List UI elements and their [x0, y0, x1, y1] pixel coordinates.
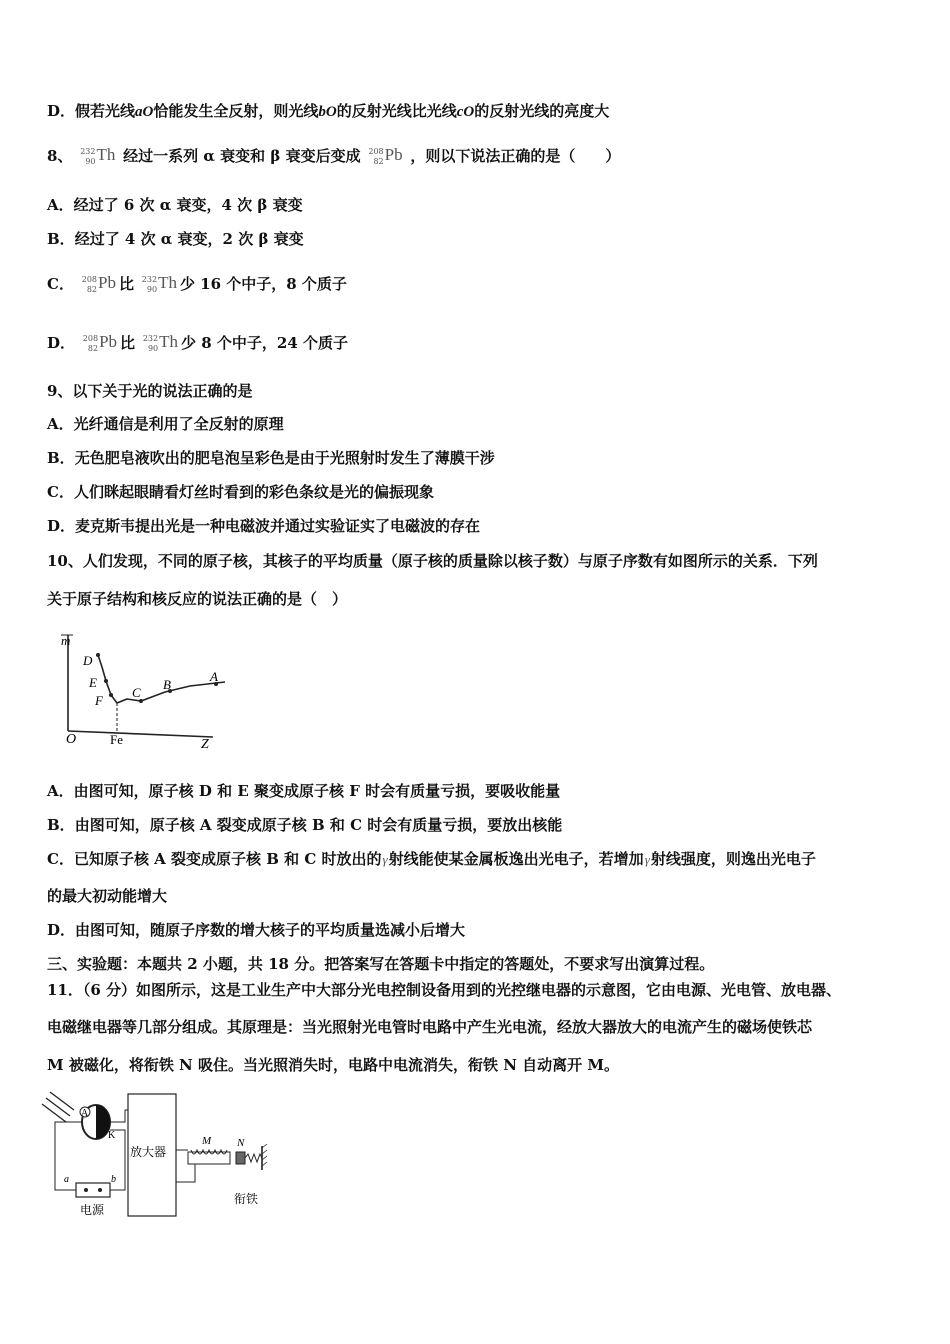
q9-option-c: C．人们眯起眼睛看灯丝时看到的彩色条纹是光的偏振现象 — [47, 483, 434, 501]
q11-line3: M 被磁化，将衔铁 N 吸住。当光照消失时，电路中电流消失，衔铁 N 自动离开 M。 — [47, 1056, 619, 1074]
x-axis — [68, 731, 213, 737]
q11-line2: 电磁继电器等几部分组成。其原理是：当光照射光电管时电路中产生光电流，经放大器放大的电流产生的磁场使铁芯 — [47, 1018, 813, 1036]
point-c-label: C — [132, 685, 141, 700]
q8-option-b: B．经过了 4 次 α 衰变，2 次 β 衰变 — [47, 230, 304, 248]
thorium-nuclide: 232 90 Th — [141, 273, 177, 294]
q10-option-a: A．由图可知，原子核 D 和 E 聚变成原子核 F 时会有质量亏损，要吸收能量 — [47, 782, 561, 800]
lead-nuclide: 208 82 Pb — [81, 273, 116, 294]
terminal-b-label: b — [111, 1174, 116, 1185]
relay-circuit-diagram — [40, 1090, 280, 1220]
q9-option-d: D．麦克斯韦提出光是一种电磁波并通过实验证实了电磁波的存在 — [47, 517, 481, 535]
terminal-a-label: a — [64, 1174, 69, 1185]
amplifier-label: 放大器 — [130, 1145, 167, 1159]
q10-option-b: B．由图可知，原子核 A 裂变成原子核 B 和 C 时会有质量亏损，要放出核能 — [47, 816, 563, 834]
q9-option-b: B．无色肥皂液吹出的肥皂泡呈彩色是由于光照射时发生了薄膜干涉 — [47, 449, 495, 467]
armature — [236, 1152, 245, 1164]
x-axis-label: Z — [201, 737, 209, 752]
q11-line1: 11．（6 分）如图所示，这是工业生产中大部分光电控制设备用到的光控继电器的示意图，它由电源、光电管、放电器、 — [47, 981, 842, 999]
origin-label: O — [66, 732, 77, 747]
section-3-heading: 三、实验题：本题共 2 小题，共 18 分。把答案写在答题卡中指定的答题处，不要求写出演算过程。 — [47, 955, 715, 973]
thorium-nuclide: 232 90 Th — [80, 145, 116, 166]
power-source-label: 电源 — [80, 1203, 105, 1217]
armature-label: 衔铁 — [234, 1192, 259, 1206]
q10-stem-line1: 10、人们发现，不同的原子核，其核子的平均质量（原子核的质量除以核子数）与原子序数有如图所示的关系．下列 — [47, 552, 818, 570]
q10-stem-line2: 关于原子结构和核反应的说法正确的是（ ） — [47, 590, 348, 608]
anode-label: A — [81, 1108, 89, 1119]
q8-stem: 8、 232 90 Th 经过一系列 α 衰变和 β 衰变后变成 208 82 Pb ，则以下说法正确的是（ ） — [47, 145, 621, 166]
y-axis-label: m — [61, 633, 71, 648]
lead-nuclide: 208 82 Pb — [82, 332, 118, 353]
armature-n-label: N — [237, 1137, 245, 1149]
point-b-label: B — [163, 677, 171, 692]
lead-nuclide: 208 82 Pb — [368, 145, 403, 166]
mass-curve — [98, 655, 225, 703]
power-source — [76, 1183, 110, 1197]
spring — [245, 1154, 262, 1162]
fe-label: Fe — [110, 732, 123, 747]
nucleon-mass-graph — [55, 627, 225, 752]
q8-option-a: A．经过了 6 次 α 衰变，4 次 β 衰变 — [47, 196, 303, 214]
q10-option-c-line2: 的最大初动能增大 — [47, 887, 168, 905]
point-a-label: A — [210, 669, 218, 684]
light-rays — [42, 1092, 74, 1122]
q9-stem: 9、以下关于光的说法正确的是 — [47, 382, 253, 400]
q7-option-d: D．假若光线aO恰能发生全反射，则光线bO的反射光线比光线cO的反射光线的亮度大 — [47, 102, 610, 120]
core-m-label: M — [202, 1135, 212, 1147]
cathode-label: K — [108, 1130, 116, 1141]
thorium-nuclide: 232 90 Th — [142, 332, 179, 353]
q10-option-c: C．已知原子核 A 裂变成原子核 B 和 C 时放出的γ射线能使某金属板逸出光电子，若增加γ射线强度，则逸出光电子 — [47, 850, 816, 868]
q9-option-a: A．光纤通信是利用了全反射的原理 — [47, 415, 284, 433]
point-e-label: E — [89, 675, 97, 690]
q8-option-c: C． 208 82 Pb 比 232 90 Th 少 16 个中子，8 个质子 — [47, 273, 347, 294]
q10-option-d: D．由图可知，随原子序数的增大核子的平均质量选减小后增大 — [47, 921, 466, 939]
point-f-label: F — [95, 693, 103, 708]
point-d-label: D — [83, 653, 93, 668]
q8-option-d: D． 208 82 Pb 比 232 90 Th 少 8 个中子，24 个质子 — [47, 332, 348, 353]
